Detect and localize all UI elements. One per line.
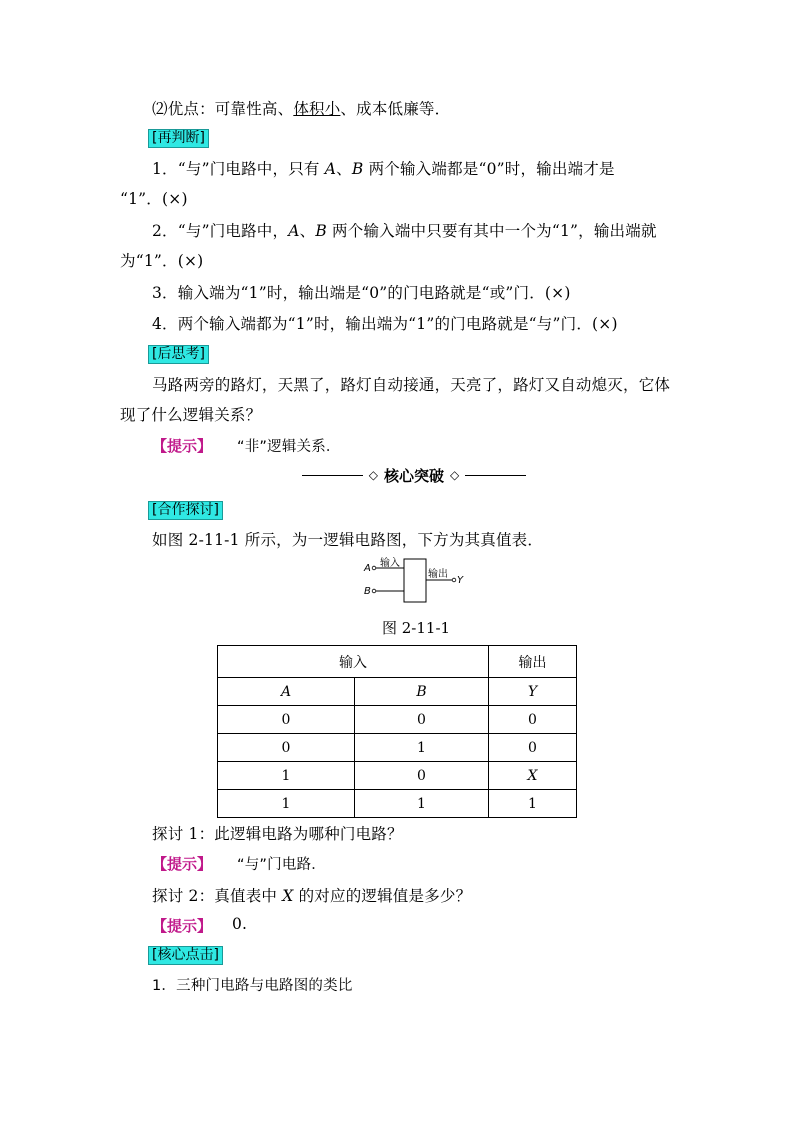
cell-a: 0 bbox=[218, 706, 355, 734]
answer-2-label: 【提示】 bbox=[152, 917, 213, 935]
table-row bbox=[218, 706, 577, 734]
question-2-post: 的对应的逻辑值是多少？ bbox=[293, 887, 472, 905]
diamond-icon-right: ◇ bbox=[450, 468, 460, 482]
output-terminal bbox=[452, 578, 456, 582]
table-row bbox=[218, 762, 577, 790]
cell-y: 0 bbox=[489, 706, 577, 734]
judge-item-2 bbox=[152, 219, 657, 241]
judge-1-pre: 1．“与”门电路中，只有 bbox=[152, 160, 325, 178]
col-y: Y bbox=[489, 678, 577, 706]
judge-1-var-a: A bbox=[324, 160, 337, 178]
judge-item-3: 3．输入端为“1”时，输出端是“0”的门电路就是“或”门．(×) bbox=[152, 284, 571, 302]
section-rule-right bbox=[465, 475, 526, 476]
cell-a: 1 bbox=[218, 762, 355, 790]
judge-2-var-b: B bbox=[315, 222, 327, 240]
gate-input-a-label: A bbox=[364, 563, 371, 574]
section-rule-left bbox=[302, 475, 363, 476]
judge-1-var-b: B bbox=[351, 160, 364, 178]
cell-y: 1 bbox=[489, 790, 577, 818]
think-hint-text: “非”逻辑关系． bbox=[237, 439, 341, 455]
cell-y: 0 bbox=[489, 734, 577, 762]
tag-rethink: [后思考] bbox=[148, 345, 209, 364]
question-2-var-x: X bbox=[282, 887, 294, 905]
logic-gate-figure bbox=[360, 556, 470, 606]
advantages-prefix: ⑵优点：可靠性高、 bbox=[152, 100, 294, 118]
advantages-suffix: 、成本低廉等． bbox=[340, 100, 451, 118]
section-title: 核心突破 bbox=[384, 466, 445, 485]
think-hint-label: 【提示】 bbox=[152, 437, 213, 455]
answer-1-label: 【提示】 bbox=[152, 855, 213, 873]
col-b: B bbox=[355, 678, 489, 706]
core-item-1: 1．三种门电路与电路图的类比 bbox=[152, 978, 353, 994]
judge-1-post: 两个输入端都是“0”时，输出端才是 bbox=[363, 160, 615, 178]
input-b-terminal bbox=[372, 589, 376, 593]
gate-box bbox=[404, 559, 426, 602]
judge-2-pre: 2．“与”门电路中， bbox=[152, 222, 289, 240]
table-header-row bbox=[218, 646, 577, 678]
judge-2-post: 两个输入端中只要有其中一个为“1”，输出端就 bbox=[326, 222, 657, 240]
figure-caption: 图 2-11-1 bbox=[382, 619, 451, 637]
gate-input-text: 输入 bbox=[380, 558, 400, 569]
tag-core: [核心点击] bbox=[148, 946, 223, 965]
gate-input-b-label: B bbox=[364, 586, 371, 597]
cell-a: 0 bbox=[218, 734, 355, 762]
diamond-icon-left: ◇ bbox=[368, 468, 378, 482]
question-2 bbox=[152, 884, 471, 906]
gate-output-y-label: Y bbox=[457, 575, 464, 586]
tag-rejudge: [再判断] bbox=[148, 129, 209, 148]
cell-b: 1 bbox=[355, 734, 489, 762]
coop-intro: 如图 2-11-1 所示，为一逻辑电路图，下方为其真值表． bbox=[152, 531, 544, 549]
judge-item-1 bbox=[152, 157, 615, 179]
gate-output-text: 输出 bbox=[428, 569, 448, 580]
answer-2-text: 0. bbox=[232, 915, 248, 933]
judge-2-var-a: A bbox=[288, 222, 300, 240]
judge-item-4: 4．两个输入端都为“1”时，输出端为“1”的门电路就是“与”门．(×) bbox=[152, 315, 618, 333]
table-head-input: 输入 bbox=[218, 646, 489, 678]
cell-b: 0 bbox=[355, 706, 489, 734]
think-line-1: 马路两旁的路灯，天黑了，路灯自动接通，天亮了，路灯又自动熄灭，它体 bbox=[152, 376, 671, 394]
think-line-2: 现了什么逻辑关系？ bbox=[120, 406, 262, 424]
col-a: A bbox=[218, 678, 355, 706]
advantages-underlined: 体积小 bbox=[293, 100, 341, 118]
table-subheader-row bbox=[218, 678, 577, 706]
table-row bbox=[218, 734, 577, 762]
answer-1-text: “与”门电路． bbox=[237, 857, 326, 873]
judge-2-sep: 、 bbox=[299, 222, 316, 240]
cell-a: 1 bbox=[218, 790, 355, 818]
question-2-pre: 探讨 2：真值表中 bbox=[152, 887, 283, 905]
section-core-breakthrough bbox=[302, 464, 526, 486]
table-row bbox=[218, 790, 577, 818]
input-a-terminal bbox=[372, 566, 376, 570]
judge-1-sep: 、 bbox=[336, 160, 352, 178]
truth-table bbox=[217, 645, 577, 818]
judge-item-1-cont: “1”．(×) bbox=[120, 190, 188, 208]
cell-b: 0 bbox=[355, 762, 489, 790]
table-head-output: 输出 bbox=[489, 646, 577, 678]
judge-item-2-cont: 为“1”．(×) bbox=[120, 252, 204, 270]
question-1: 探讨 1：此逻辑电路为哪种门电路？ bbox=[152, 825, 403, 843]
tag-coop: [合作探讨] bbox=[148, 501, 223, 520]
cell-y: X bbox=[489, 762, 577, 790]
cell-b: 1 bbox=[355, 790, 489, 818]
advantages-line bbox=[152, 97, 450, 119]
